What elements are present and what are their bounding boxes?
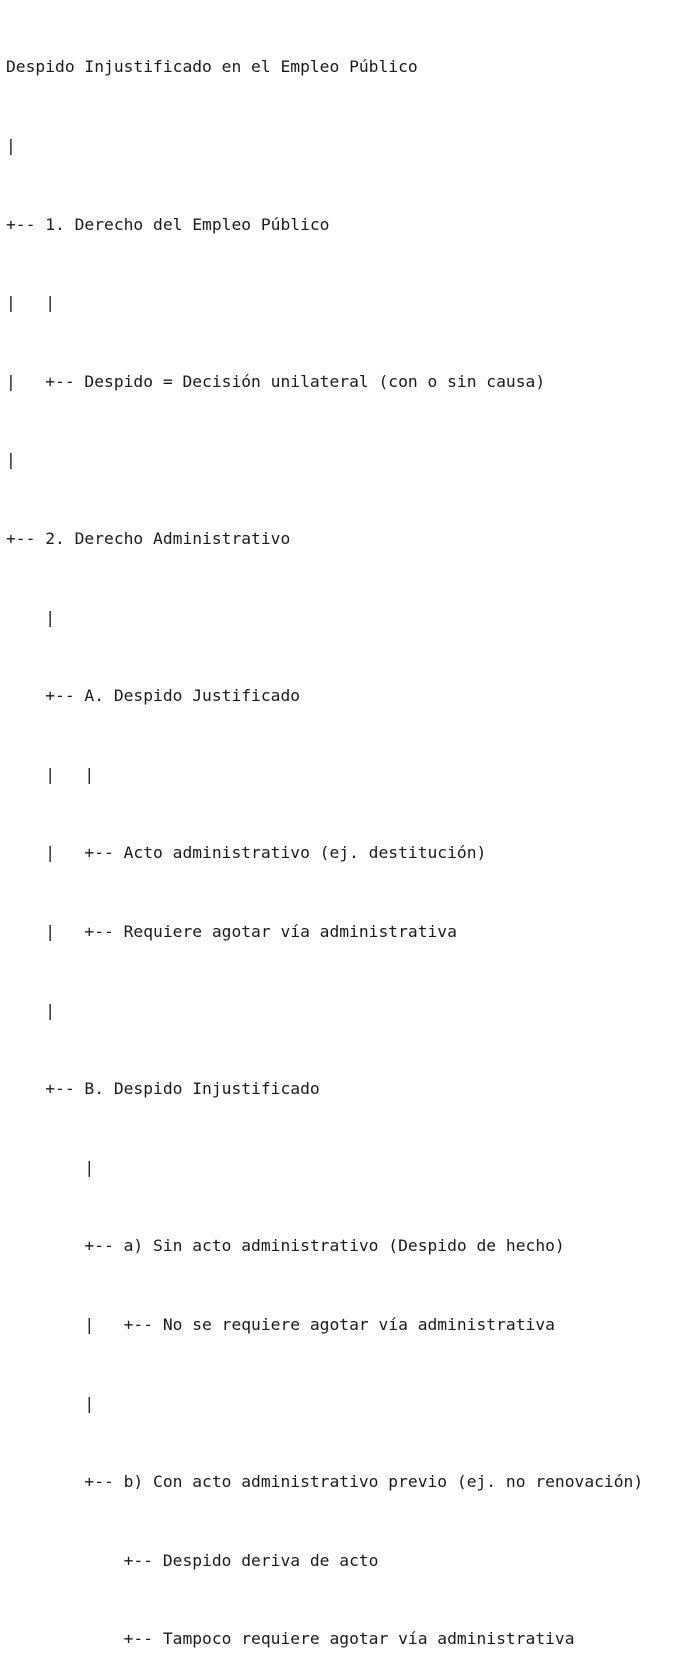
tree-leaf-acto-administrativo: | +-- Acto administrativo (ej. destitución) <box>6 843 487 863</box>
tree-diagram <box>6 2 643 1679</box>
tree-connector: | <box>6 1157 95 1177</box>
tree-connector: | <box>6 1393 95 1413</box>
tree-title: Despido Injustificado en el Empleo Público <box>6 57 418 77</box>
tree-node-sin-acto-administrativo: +-- a) Sin acto administrativo (Despido de hecho) <box>6 1236 565 1256</box>
tree-connector: | | <box>6 764 95 784</box>
tree-node-despido-justificado: +-- A. Despido Justificado <box>6 686 301 706</box>
tree-leaf-despido-deriva-de-acto: +-- Despido deriva de acto <box>6 1550 379 1570</box>
tree-connector: | <box>6 136 16 155</box>
tree-connector: | <box>6 607 56 627</box>
tree-node-derecho-administrativo: +-- 2. Derecho Administrativo <box>6 528 291 548</box>
tree-leaf-requiere-agotar-via: | +-- Requiere agotar vía administrativa <box>6 921 457 941</box>
tree-node-despido-injustificado: +-- B. Despido Injustificado <box>6 1079 320 1099</box>
tree-node-con-acto-administrativo-previo: +-- b) Con acto administrativo previo (ej. no renovación) <box>6 1472 644 1492</box>
tree-node-derecho-empleo-publico: +-- 1. Derecho del Empleo Público <box>6 214 330 234</box>
tree-connector: | <box>6 1000 56 1020</box>
tree-leaf-no-se-requiere-agotar: | +-- No se requiere agotar vía administrativa <box>6 1314 555 1334</box>
tree-leaf-despido-decision-unilateral: | +-- Despido = Decisión unilateral (con o sin causa) <box>6 371 546 391</box>
tree-leaf-tampoco-requiere-agotar: +-- Tampoco requiere agotar vía administrativa <box>6 1629 575 1649</box>
tree-connector: | | <box>6 293 56 313</box>
tree-connector: | <box>6 450 16 470</box>
